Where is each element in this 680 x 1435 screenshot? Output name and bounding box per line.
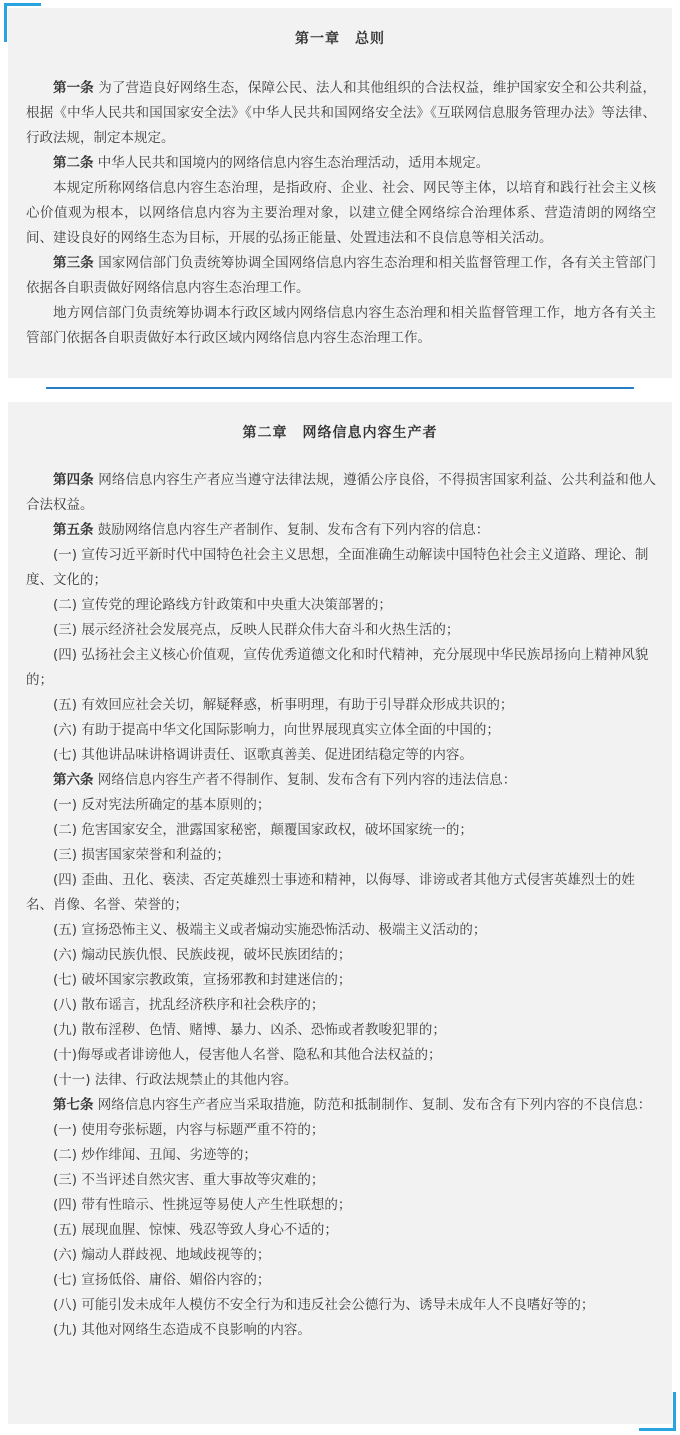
list-item: (五) 展现血腥、惊悚、残忍等致人身心不适的； bbox=[53, 1222, 338, 1238]
chapter-2-title: 第二章 网络信息内容生产者 bbox=[242, 425, 438, 441]
list-item: (四) 歪曲、丑化、亵渎、否定英雄烈士事迹和精神，以侮辱、诽谤或者其他方式侵害英雄烈士的姓名、肖像、名誉、荣誉的； bbox=[26, 872, 635, 913]
article-6-text: 网络信息内容生产者不得制作、复制、发布含有下列内容的违法信息： bbox=[93, 772, 517, 788]
list-item: (五) 宣扬恐怖主义、极端主义或者煽动实施恐怖活动、极端主义活动的； bbox=[53, 922, 487, 938]
chapter-2-card bbox=[8, 402, 672, 1424]
list-item: (十一) 法律、行政法规禁止的其他内容。 bbox=[53, 1072, 298, 1088]
article-2-definition bbox=[26, 176, 656, 251]
list-item: (二) 危害国家安全，泄露国家秘密，颠覆国家政权，破坏国家统一的； bbox=[53, 822, 473, 838]
article-4-number: 第四条 bbox=[53, 472, 94, 488]
chapter-1-title: 第一章 总则 bbox=[295, 31, 385, 47]
article-3-local bbox=[26, 301, 656, 351]
chapter-1-card bbox=[8, 8, 672, 378]
article-6 bbox=[26, 768, 656, 793]
section-divider bbox=[46, 387, 634, 389]
article-2-number: 第二条 bbox=[53, 155, 94, 171]
article-7 bbox=[26, 1093, 656, 1118]
list-item: (六) 有助于提高中华文化国际影响力，向世界展现真实立体全面的中国的； bbox=[53, 722, 500, 738]
chapter-2-body bbox=[26, 468, 656, 1343]
list-item: (二) 宣传党的理论路线方针政策和中央重大决策部署的； bbox=[53, 597, 392, 613]
article-6-number: 第六条 bbox=[53, 772, 94, 788]
article-4-text: 网络信息内容生产者应当遵守法律法规，遵循公序良俗，不得损害国家利益、公共利益和他人合法权益。 bbox=[26, 472, 657, 513]
list-item: (十)侮辱或者诽谤他人，侵害他人名誉、隐私和其他合法权益的； bbox=[53, 1047, 442, 1063]
list-item: (八) 散布谣言，扰乱经济秩序和社会秩序的； bbox=[53, 997, 325, 1013]
article-2-text: 中华人民共和国境内的网络信息内容生态治理活动，适用本规定。 bbox=[93, 155, 490, 171]
list-item: (一) 宣传习近平新时代中国特色社会主义思想，全面准确生动解读中国特色社会主义道路、理论、制度、文化的； bbox=[26, 547, 649, 588]
corner-decoration-bottom-right bbox=[639, 1392, 676, 1431]
list-item: (一) 反对宪法所确定的基本原则的； bbox=[53, 797, 271, 813]
list-item: (九) 其他对网络生态造成不良影响的内容。 bbox=[53, 1322, 311, 1338]
list-item: (七) 其他讲品味讲格调讲责任、讴歌真善美、促进团结稳定等的内容。 bbox=[53, 747, 473, 763]
chapter-1-body bbox=[26, 76, 656, 351]
article-1-number: 第一条 bbox=[53, 80, 94, 96]
article-3 bbox=[26, 251, 656, 301]
article-2-definition-text: 本规定所称网络信息内容生态治理，是指政府、企业、社会、网民等主体，以培育和践行社会主义核心价值观为根本，以网络信息内容为主要治理对象，以建立健全网络综合治理体系、营造清朗的网络空间、建设良好的网络生态为目标，开展的弘扬正能量、处置违法和不良信息等相关活动。 bbox=[26, 180, 656, 246]
article-1 bbox=[26, 76, 656, 151]
list-item: (六) 煽动民族仇恨、民族歧视，破坏民族团结的； bbox=[53, 947, 352, 963]
list-item: (三) 不当评述自然灾害、重大事故等灾难的； bbox=[53, 1172, 325, 1188]
list-item: (八) 可能引发未成年人模仿不安全行为和违反社会公德行为、诱导未成年人不良嗜好等的； bbox=[53, 1297, 595, 1313]
article-5-text: 鼓励网络信息内容生产者制作、复制、发布含有下列内容的信息： bbox=[93, 522, 490, 538]
list-item: (六) 煽动人群歧视、地域歧视等的； bbox=[53, 1247, 271, 1263]
article-5 bbox=[26, 518, 656, 543]
list-item: (一) 使用夸张标题，内容与标题严重不符的； bbox=[53, 1122, 325, 1138]
article-3-local-text: 地方网信部门负责统筹协调本行政区域内网络信息内容生态治理和相关监督管理工作，地方各有关主管部门依据各自职责做好本行政区域内网络信息内容生态治理工作。 bbox=[26, 305, 656, 346]
article-2 bbox=[26, 151, 656, 176]
article-3-text: 国家网信部门负责统筹协调全国网络信息内容生态治理和相关监督管理工作，各有关主管部门依据各自职责做好网络信息内容生态治理工作。 bbox=[26, 255, 657, 296]
article-4 bbox=[26, 468, 656, 518]
list-item: (三) 损害国家荣誉和利益的； bbox=[53, 847, 230, 863]
list-item: (二) 炒作绯闻、丑闻、劣迹等的； bbox=[53, 1147, 257, 1163]
list-item: (五) 有效回应社会关切，解疑释惑，析事明理，有助于引导群众形成共识的； bbox=[53, 697, 514, 713]
list-item: (九) 散布淫秽、色情、赌博、暴力、凶杀、恐怖或者教唆犯罪的； bbox=[53, 1022, 446, 1038]
article-3-number: 第三条 bbox=[53, 255, 94, 271]
article-7-number: 第七条 bbox=[53, 1097, 94, 1113]
list-item: (七) 破坏国家宗教政策，宣扬邪教和封建迷信的； bbox=[53, 972, 352, 988]
list-item: (七) 宣扬低俗、庸俗、媚俗内容的； bbox=[53, 1272, 271, 1288]
article-5-number: 第五条 bbox=[53, 522, 94, 538]
list-item: (四) 弘扬社会主义核心价值观，宣传优秀道德文化和时代精神，充分展现中华民族昂扬向上精神风貌的； bbox=[26, 647, 649, 688]
list-item: (三) 展示经济社会发展亮点，反映人民群众伟大奋斗和火热生活的； bbox=[53, 622, 460, 638]
list-item: (四) 带有性暗示、性挑逗等易使人产生性联想的； bbox=[53, 1197, 352, 1213]
article-7-text: 网络信息内容生产者应当采取措施，防范和抵制制作、复制、发布含有下列内容的不良信息： bbox=[93, 1097, 652, 1113]
article-1-text: 为了营造良好网络生态，保障公民、法人和其他组织的合法权益，维护国家安全和公共利益，根据《中华人民共和国国家安全法》《中华人民共和国网络安全法》《互联网信息服务管理办法》等法律、行政法规，制定本规定。 bbox=[26, 80, 657, 146]
